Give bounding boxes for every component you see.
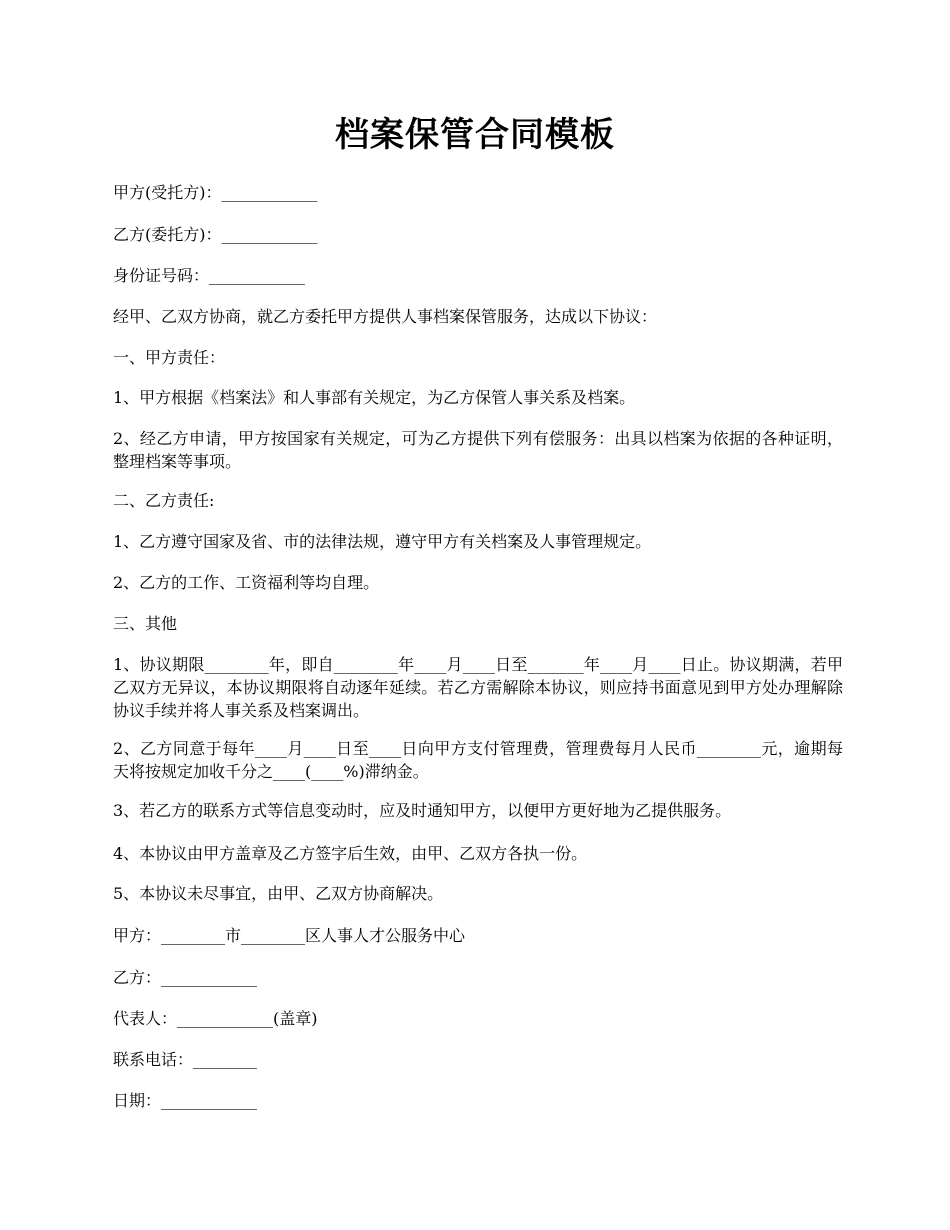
section3-item2: 2、乙方同意于每年____月____日至____日向甲方支付管理费，管理费每月人民币________元，逾期每天将按规定加收千分之____(____%)滞纳金。: [113, 739, 843, 781]
signature-representative: 代表人：____________(盖章): [113, 1009, 318, 1028]
signature-party-a: 甲方：________市________区人事人才公服务中心: [113, 926, 466, 945]
section3-item5: 5、本协议未尽事宜，由甲、乙双方协商解决。: [113, 884, 444, 903]
section1-item2: 2、经乙方申请，甲方按国家有关规定，可为乙方提供下列有偿服务：出具以档案为依据的各种证明，整理档案等事项。: [113, 429, 843, 471]
section2-item1: 1、乙方遵守国家及省、市的法律法规，遵守甲方有关档案及人事管理规定。: [113, 532, 652, 551]
section3-item1: 1、协议期限________年，即自________年____月____日至_______年____月____日止。协议期满，若甲乙双方无异议，本协议期限将自动逐年延续。若乙方需解除本协议，则应持书面意见到甲方处办理解除协议手续并将人事关系及档案调出。: [113, 655, 843, 720]
section1-heading: 一、甲方责任：: [113, 348, 226, 367]
signature-phone: 联系电话：________: [113, 1050, 258, 1069]
section3-item4: 4、本协议由甲方盖章及乙方签字后生效，由甲、乙双方各执一份。: [113, 844, 588, 863]
section3-heading: 三、其他: [113, 614, 178, 633]
party-b-line: 乙方(委托方)：____________: [113, 225, 318, 244]
section2-item2: 2、乙方的工作、工资福利等均自理。: [113, 573, 380, 592]
signature-party-b: 乙方：____________: [113, 968, 258, 987]
intro-paragraph: 经甲、乙双方协商，就乙方委托甲方提供人事档案保管服务，达成以下协议：: [113, 307, 658, 326]
id-number-line: 身份证号码：____________: [113, 266, 306, 285]
signature-date: 日期：____________: [113, 1091, 258, 1110]
party-a-line: 甲方(受托方)：____________: [113, 183, 318, 202]
section3-item3: 3、若乙方的联系方式等信息变动时，应及时通知甲方，以便甲方更好地为乙提供服务。: [113, 801, 732, 820]
document-title: 档案保管合同模板: [335, 115, 615, 155]
section2-heading: 二、乙方责任:: [113, 491, 215, 510]
section1-item1: 1、甲方根据《档案法》和人事部有关规定，为乙方保管人事关系及档案。: [113, 388, 636, 407]
